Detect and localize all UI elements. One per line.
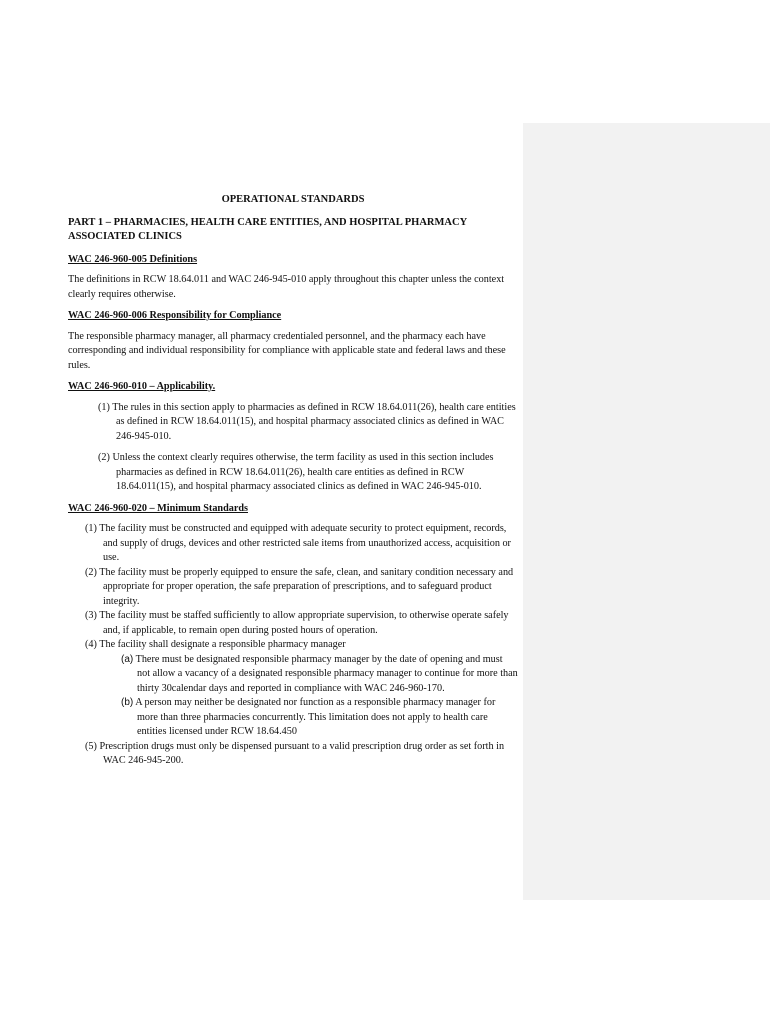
sub-list-item — [103, 653, 518, 697]
item-number: (5) — [85, 740, 97, 752]
list-item — [85, 609, 518, 638]
item-text: The facility must be staffed sufficiently to allow appropriate supervision, to otherwise operate safely and, if applicable, to remain open during posted hours of operation. — [99, 610, 509, 636]
item-number: (2) — [98, 452, 110, 463]
applicability-list — [68, 401, 518, 495]
item-number: (2) — [85, 566, 97, 578]
part-heading: PART 1 – PHARMACIES, HEALTH CARE ENTITIES, AND HOSPITAL PHARMACY ASSOCIATED CLINICS — [68, 216, 467, 242]
item-text: Unless the context clearly requires otherwise, the term facility as used in this section includes pharmacies as defined in RCW 18.64.011(26), health care entities as defined in RCW 18.64.011(15), and hospital pharmacy associated clinics as defined in WAC 246-945-010. — [112, 452, 494, 492]
list-item — [85, 522, 518, 566]
section-definitions — [68, 253, 518, 303]
list-item — [85, 740, 518, 769]
item-number: (1) — [85, 523, 97, 534]
item-text: The facility shall designate a responsible pharmacy manager — [99, 639, 346, 650]
sub-item-letter: (b) — [121, 697, 134, 708]
section-applicability — [68, 380, 518, 495]
document-title: OPERATIONAL STANDARDS — [221, 194, 365, 205]
list-item — [98, 451, 518, 495]
sub-list-item — [103, 696, 518, 740]
item-text: The facility must be constructed and equipped with adequate security to protect equipment, records, and supply of drugs, devices and other restricted sale items from unauthorized access, acquisition or use. — [99, 523, 511, 563]
section-heading: WAC 246-960-005 Definitions — [68, 253, 198, 265]
list-item — [98, 401, 518, 445]
section-text: The responsible pharmacy manager, all pharmacy credentialed personnel, and the pharmacy each have corresponding and individual responsibility for compliance with applicable state and federal laws and these rules. — [68, 330, 506, 371]
sub-item-text: A person may neither be designated nor function as a responsible pharmacy manager for more than three pharmacies concurrently. This limitation does not apply to health care entities licensed under RCW 18.64.450 — [135, 697, 496, 737]
item-text: The rules in this section apply to pharmacies as defined in RCW 18.64.011(26), health care entities as defined in RCW 18.64.011(15), and hospital pharmacy associated clinics as defined in WAC 246-945-010. — [112, 401, 516, 442]
minimum-standards-list — [68, 522, 518, 769]
item-number: (3) — [85, 610, 97, 621]
item-number: (1) — [98, 401, 110, 413]
list-item — [85, 566, 518, 610]
sub-list — [103, 653, 518, 740]
comment-pane — [523, 123, 770, 900]
section-heading: WAC 246-960-010 – Applicability. — [68, 381, 216, 392]
section-text: The definitions in RCW 18.64.011 and WAC 246-945-010 apply throughout this chapter unless the context clearly requires otherwise. — [68, 274, 505, 300]
section-heading: WAC 246-960-020 – Minimum Standards — [68, 502, 248, 514]
item-number: (4) — [85, 639, 97, 650]
list-item — [85, 638, 518, 740]
document-page — [68, 193, 518, 769]
sub-item-letter: (a) — [121, 653, 134, 665]
section-heading: WAC 246-960-006 Responsibility for Compliance — [68, 310, 282, 321]
item-text: Prescription drugs must only be dispensed pursuant to a valid prescription drug order as set forth in WAC 246-945-200. — [99, 740, 505, 766]
item-text: The facility must be properly equipped to ensure the safe, clean, and sanitary condition necessary and appropriate for proper operation, the safe preparation of prescriptions, and to safeguard product integrity. — [99, 566, 514, 607]
sub-item-text: There must be designated responsible pharmacy manager by the date of opening and must not allow a vacancy of a designated responsible pharmacy manager to continue for more than thirty 30calendar days and reported in compliance with WAC 246-960-170. — [135, 653, 518, 694]
section-responsibility — [68, 309, 518, 373]
section-minimum-standards — [68, 502, 518, 769]
